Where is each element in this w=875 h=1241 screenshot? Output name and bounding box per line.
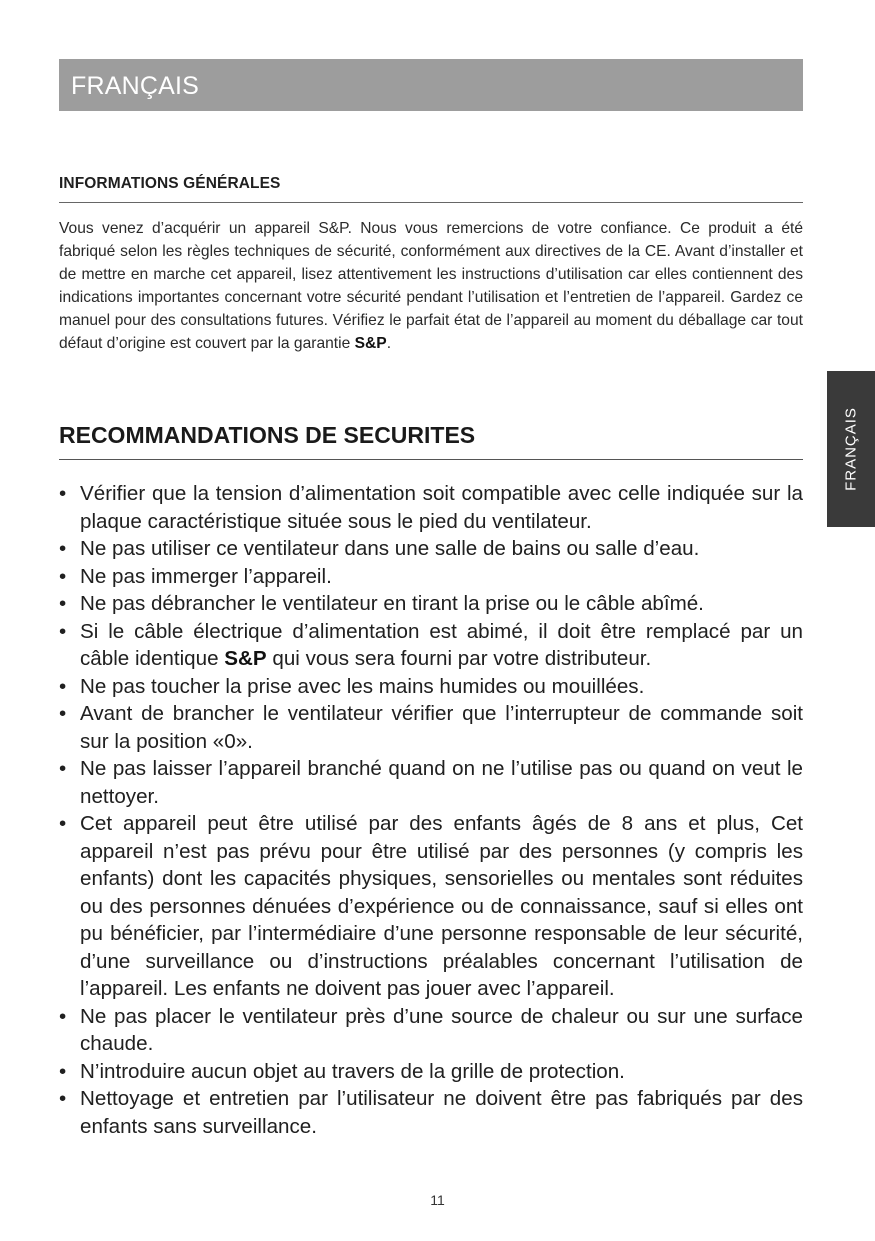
general-info-brand: S&P (354, 335, 387, 352)
page-number: 11 (430, 1192, 445, 1208)
safety-item-text: Si le câble électrique d’alimentation est abimé, il doit être remplacé par un câble identique (80, 619, 803, 670)
language-side-tab (827, 371, 875, 527)
safety-item: • Ne pas utiliser ce ventilateur dans une salle de bains ou salle d’eau. (59, 535, 803, 563)
safety-item: • Avant de brancher le ventilateur vérifier que l’interrupteur de commande soit sur la position «0». (59, 700, 803, 755)
safety-heading: RECOMMANDATIONS DE SECURITES (59, 422, 476, 448)
side-tab-label: FRANÇAIS (842, 407, 860, 491)
safety-item: • Ne pas immerger l’appareil. (59, 563, 803, 591)
general-info-text-end: . (386, 335, 392, 352)
safety-item (59, 618, 803, 673)
safety-item: • Ne pas toucher la prise avec les mains humides ou mouillées. (59, 673, 803, 701)
safety-item: • Cet appareil peut être utilisé par des enfants âgés de 8 ans et plus, Cet appareil n’est pas prévu pour être utilisé par des personnes (y compris les enfants) dont les capacités physiques, sensorielles ou mentales sont réduites ou des personnes dénuées d’expérience ou de connaissance, sauf si elles ont pu bénéficier, par l’intermédiaire d’une personne responsable de leur sécurité, d’une surveillance ou d’instructions préalables concernant l’utilisation de l’appareil. Les enfants ne doivent pas jouer avec l’appareil. (59, 810, 803, 1003)
general-info-paragraph (59, 217, 803, 355)
safety-list (59, 480, 803, 1140)
safety-item: • Ne pas débrancher le ventilateur en tirant la prise ou le câble abîmé. (59, 590, 803, 618)
general-info-heading: INFORMATIONS GÉNÉRALES (59, 175, 281, 192)
safety-item-brand: S&P (224, 647, 267, 670)
safety-item: • Ne pas placer le ventilateur près d’une source de chaleur ou sur une surface chaude. (59, 1003, 803, 1058)
language-header-banner (59, 59, 803, 111)
safety-item-text-end: qui vous sera fourni par votre distributeur. (266, 647, 652, 670)
safety-divider (59, 459, 803, 460)
safety-item: • Nettoyage et entretien par l’utilisateur ne doivent être pas fabriqués par des enfants sans surveillance. (59, 1085, 803, 1140)
language-header-label: FRANÇAIS (71, 72, 200, 100)
safety-item: • N’introduire aucun objet au travers de la grille de protection. (59, 1058, 803, 1086)
safety-item: • Vérifier que la tension d’alimentation soit compatible avec celle indiquée sur la plaque caractéristique située sous le pied du ventilateur. (59, 480, 803, 535)
safety-item: • Ne pas laisser l’appareil branché quand on ne l’utilise pas ou quand on veut le nettoyer. (59, 755, 803, 810)
general-info-text: Vous venez d’acquérir un appareil S&P. Nous vous remercions de votre confiance. Ce produit a été fabriqué selon les règles techniques de sécurité, conformément aux directives de la CE. Avant d’installer et de mettre en marche cet appareil, lisez attentivement les instructions d’utilisation car elles contiennent des indications importantes concernant votre sécurité pendant l’utilisation et l’entretien de l’appareil. Gardez ce manuel pour des consultations futures. Vérifiez le parfait état de l’appareil au moment du déballage car tout défaut d’origine est couvert par la garantie (59, 220, 803, 352)
general-info-divider (59, 202, 803, 203)
